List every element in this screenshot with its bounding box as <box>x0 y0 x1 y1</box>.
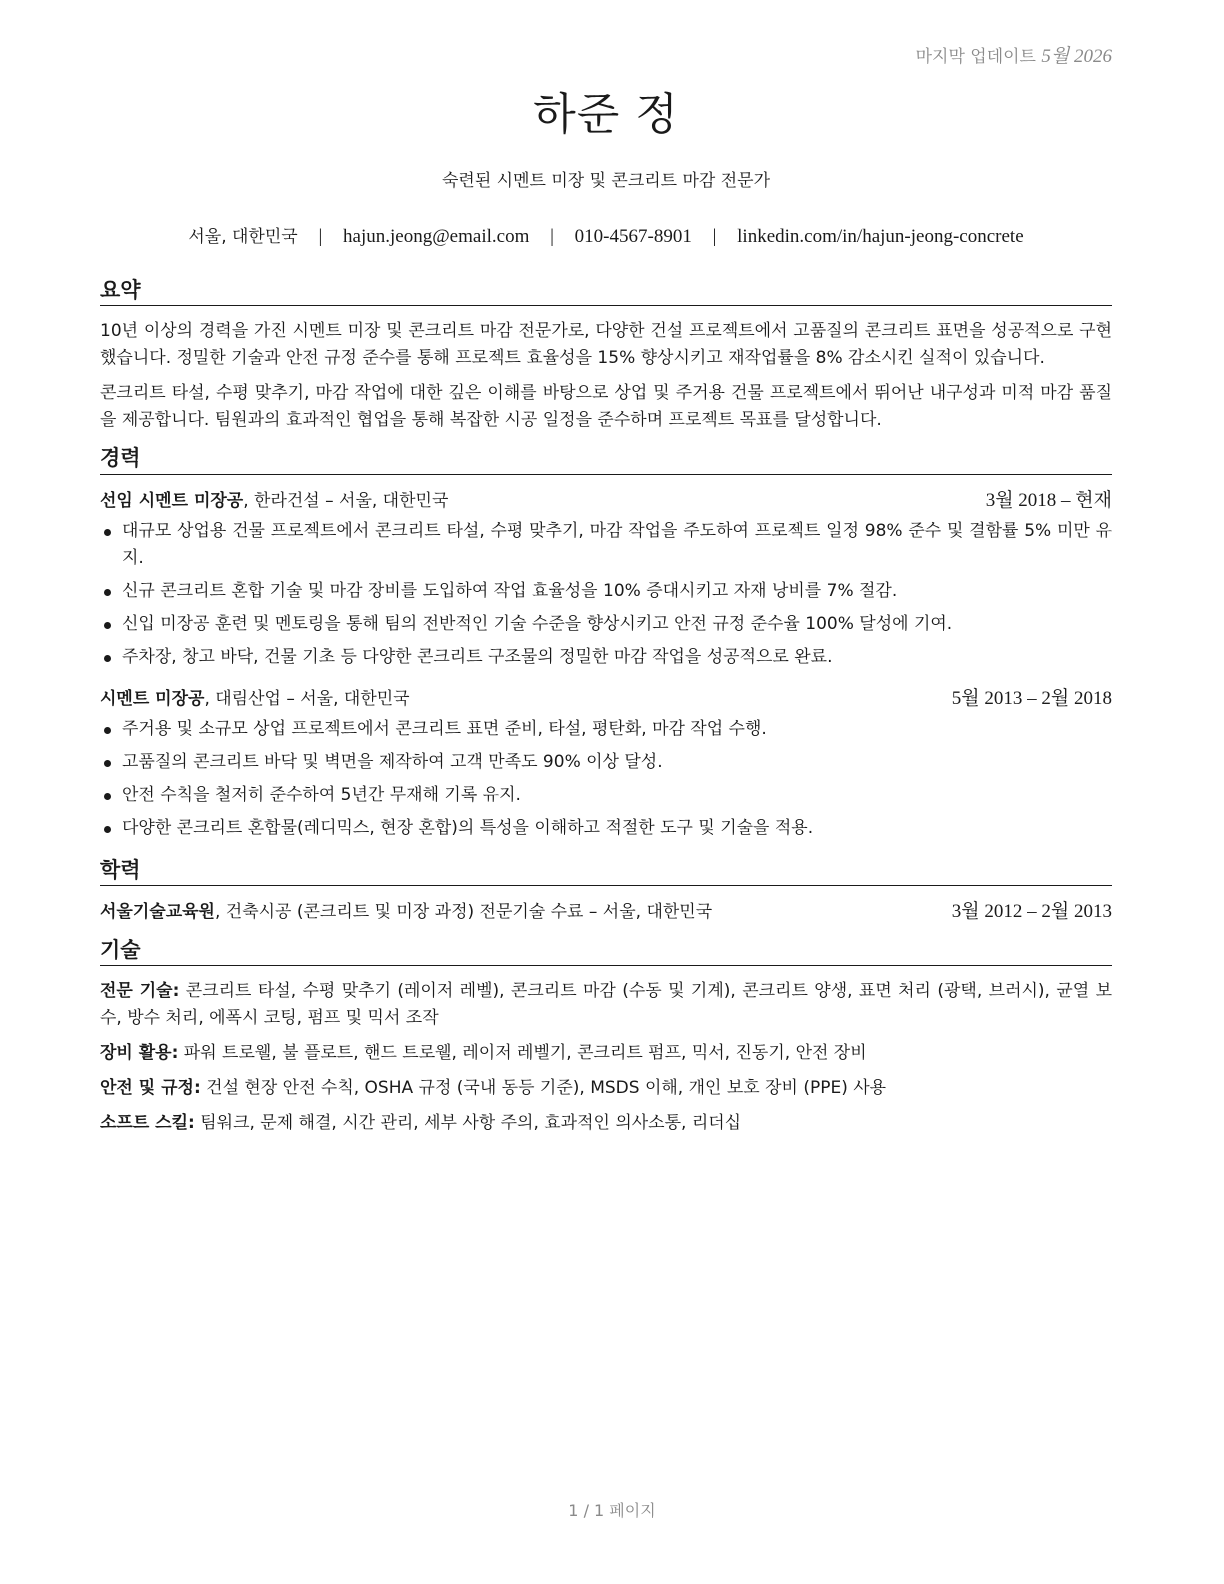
skill-line <box>100 978 1112 1032</box>
summary-paragraph: 콘크리트 타설, 수평 맞추기, 마감 작업에 대한 깊은 이해를 바탕으로 상업 및 주거용 건물 프로젝트에서 뛰어난 내구성과 미적 마감 품질을 제공합니다. 팀원과의 효과적인 협업을 통해 복잡한 시공 일정을 준수하며 프로젝트 목표를 달성합니다. <box>100 383 1112 431</box>
job-bullet: 다양한 콘크리트 혼합물(레디믹스, 현장 혼합)의 특성을 이해하고 적절한 도구 및 기술을 적용. <box>100 815 1112 842</box>
skill-text: 건설 현장 안전 수칙, OSHA 규정 (국내 동등 기준), MSDS 이해, 개인 보호 장비 (PPE) 사용 <box>200 1078 887 1099</box>
experience-heading: 경력 <box>100 444 1112 474</box>
job-bullet: 주거용 및 소규모 상업 프로젝트에서 콘크리트 표면 준비, 타설, 평탄화, 마감 작업 수행. <box>100 716 1112 743</box>
skill-line <box>100 1110 1112 1137</box>
skill-text: 팀워크, 문제 해결, 시간 관리, 세부 사항 주의, 효과적인 의사소통, 리더십 <box>194 1113 742 1134</box>
job-header <box>100 685 1112 713</box>
job-bullets <box>100 518 1112 671</box>
education-detail: , 건축시공 (콘크리트 및 미장 과정) 전문기술 수료 – 서울, 대한민국 <box>214 902 713 923</box>
job-bullet: 주차장, 창고 바닥, 건물 기초 등 다양한 콘크리트 구조물의 정밀한 마감 작업을 성공적으로 완료. <box>100 644 1112 671</box>
job-dates: 5월 2013 – 2월 2018 <box>951 687 1112 709</box>
job-role: 선임 시멘트 미장공 <box>100 490 244 511</box>
education-school: 서울기술교육원 <box>100 902 215 923</box>
job-organization: , 한라건설 – 서울, 대한민국 <box>243 490 449 511</box>
education-entry <box>100 898 1112 926</box>
job-entry <box>100 685 1112 842</box>
job-dates: 3월 2018 – 현재 <box>985 489 1112 511</box>
skill-label: 전문 기술: <box>100 981 180 1002</box>
candidate-tagline: 숙련된 시멘트 미장 및 콘크리트 마감 전문가 <box>441 171 771 191</box>
summary-section <box>100 276 1112 434</box>
skill-label: 안전 및 규정: <box>100 1078 201 1099</box>
skill-label: 장비 활용: <box>100 1043 179 1064</box>
experience-section <box>100 444 1112 841</box>
education-heading: 학력 <box>100 856 1112 886</box>
contact-location: 서울, 대한민국 <box>188 227 298 247</box>
resume-content <box>100 276 1112 1147</box>
skills-section <box>100 936 1112 1137</box>
contact-separator: | <box>550 226 554 247</box>
education-dates: 3월 2012 – 2월 2013 <box>951 901 1112 923</box>
job-bullet: 신규 콘크리트 혼합 기술 및 마감 장비를 도입하여 작업 효율성을 10% 증대시키고 자재 낭비를 7% 절감. <box>100 578 1112 605</box>
skills-heading: 기술 <box>100 936 1112 966</box>
job-header <box>100 487 1112 515</box>
education-section <box>100 856 1112 926</box>
skill-line <box>100 1075 1112 1102</box>
skill-text: 콘크리트 타설, 수평 맞추기 (레이저 레벨), 콘크리트 마감 (수동 및 기계), 콘크리트 양생, 표면 처리 (광택, 브러시), 균열 보수, 방수 처리, 에폭시 코팅, 펌프 및 믹서 조작 <box>100 981 1112 1029</box>
job-organization: , 대림산업 – 서울, 대한민국 <box>204 688 410 709</box>
contact-phone: 010-4567-8901 <box>574 226 692 247</box>
job-role: 시멘트 미장공 <box>100 688 205 709</box>
job-bullet: 고품질의 콘크리트 바닥 및 벽면을 제작하여 고객 만족도 90% 이상 달성. <box>100 749 1112 776</box>
summary-paragraph: 10년 이상의 경력을 가진 시멘트 미장 및 콘크리트 마감 전문가로, 다양한 건설 프로젝트에서 고품질의 콘크리트 표면을 성공적으로 구현했습니다. 정밀한 기술과 안전 규정 준수를 통해 프로젝트 효율성을 15% 향상시키고 재작업률을 8% 감소시킨 실적이 있습니다. <box>100 321 1112 369</box>
resume-page <box>100 0 1112 1584</box>
summary-heading: 요약 <box>100 276 1112 306</box>
job-bullet: 신입 미장공 훈련 및 멘토링을 통해 팀의 전반적인 기술 수준을 향상시키고 안전 규정 준수율 100% 달성에 기여. <box>100 611 1112 638</box>
last-updated-label: 마지막 업데이트 <box>915 47 1036 67</box>
skill-line <box>100 1040 1112 1067</box>
skill-label: 소프트 스킬: <box>100 1113 195 1134</box>
contact-separator: | <box>712 226 717 247</box>
job-entry <box>100 487 1112 671</box>
last-updated <box>916 44 1112 71</box>
skill-text: 파워 트로웰, 불 플로트, 핸드 트로웰, 레이저 레벨기, 콘크리트 펌프, 믹서, 진동기, 안전 장비 <box>178 1043 867 1064</box>
contact-line <box>100 224 1112 251</box>
last-updated-date: 5월 2026 <box>1041 46 1112 67</box>
job-bullet: 대규모 상업용 건물 프로젝트에서 콘크리트 타설, 수평 맞추기, 마감 작업을 주도하여 프로젝트 일정 98% 준수 및 결함률 5% 미만 유지. <box>100 518 1112 572</box>
page-indicator: 1 / 1 페이지 <box>568 1501 656 1520</box>
contact-email-link[interactable]: hajun.jeong@email.com <box>343 226 530 247</box>
contact-linkedin-link[interactable]: linkedin.com/in/hajun-jeong-concrete <box>737 226 1024 247</box>
job-bullet: 안전 수칙을 철저히 준수하여 5년간 무재해 기록 유지. <box>100 782 1112 809</box>
job-bullets <box>100 716 1112 842</box>
contact-separator: | <box>318 226 323 247</box>
candidate-name: 하준 정 <box>533 89 679 140</box>
